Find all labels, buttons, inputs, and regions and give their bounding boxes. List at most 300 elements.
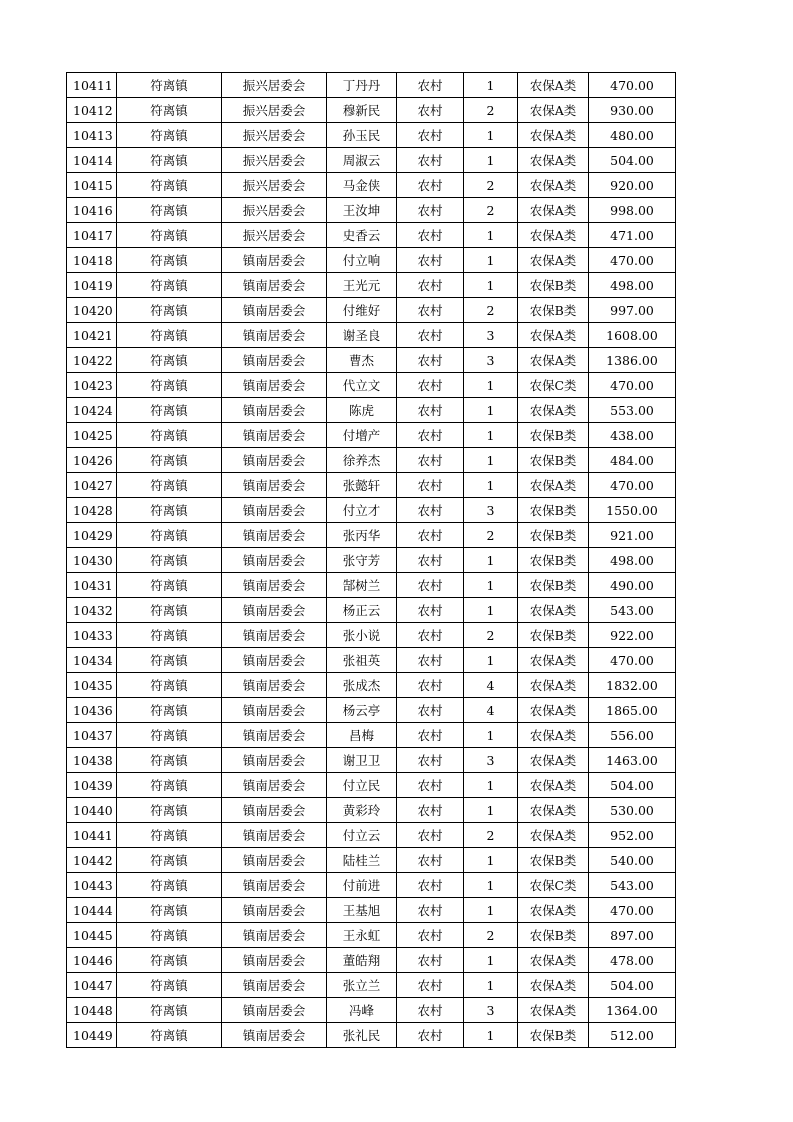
insurance-class-cell: 农保B类	[518, 1023, 589, 1048]
town-cell: 符离镇	[117, 548, 222, 573]
table-row	[67, 648, 676, 673]
insurance-class-cell: 农保B类	[518, 623, 589, 648]
insurance-class-cell: 农保A类	[518, 773, 589, 798]
table-row	[67, 373, 676, 398]
committee-cell: 镇南居委会	[222, 748, 327, 773]
table-row	[67, 698, 676, 723]
table-row	[67, 848, 676, 873]
household-count-cell: 3	[464, 998, 518, 1023]
row-id-cell: 10434	[67, 648, 117, 673]
amount-cell: 470.00	[589, 473, 676, 498]
name-cell: 昌梅	[327, 723, 397, 748]
household-count-cell: 1	[464, 848, 518, 873]
row-id-cell: 10448	[67, 998, 117, 1023]
insurance-class-cell: 农保B类	[518, 923, 589, 948]
town-cell: 符离镇	[117, 123, 222, 148]
amount-cell: 498.00	[589, 273, 676, 298]
area-type-cell: 农村	[397, 548, 464, 573]
amount-cell: 540.00	[589, 848, 676, 873]
area-type-cell: 农村	[397, 1023, 464, 1048]
town-cell: 符离镇	[117, 473, 222, 498]
area-type-cell: 农村	[397, 973, 464, 998]
amount-cell: 470.00	[589, 248, 676, 273]
household-count-cell: 3	[464, 323, 518, 348]
committee-cell: 镇南居委会	[222, 723, 327, 748]
committee-cell: 镇南居委会	[222, 398, 327, 423]
insurance-class-cell: 农保B类	[518, 423, 589, 448]
row-id-cell: 10439	[67, 773, 117, 798]
area-type-cell: 农村	[397, 648, 464, 673]
area-type-cell: 农村	[397, 498, 464, 523]
row-id-cell: 10433	[67, 623, 117, 648]
table-row	[67, 998, 676, 1023]
row-id-cell: 10444	[67, 898, 117, 923]
row-id-cell: 10443	[67, 873, 117, 898]
amount-cell: 470.00	[589, 373, 676, 398]
committee-cell: 镇南居委会	[222, 973, 327, 998]
amount-cell: 512.00	[589, 1023, 676, 1048]
name-cell: 张祖英	[327, 648, 397, 673]
household-count-cell: 1	[464, 548, 518, 573]
household-count-cell: 4	[464, 673, 518, 698]
name-cell: 杨云亭	[327, 698, 397, 723]
area-type-cell: 农村	[397, 998, 464, 1023]
committee-cell: 镇南居委会	[222, 623, 327, 648]
amount-cell: 504.00	[589, 973, 676, 998]
row-id-cell: 10414	[67, 148, 117, 173]
name-cell: 张小说	[327, 623, 397, 648]
table-row	[67, 798, 676, 823]
committee-cell: 镇南居委会	[222, 698, 327, 723]
table-row	[67, 498, 676, 523]
insurance-class-cell: 农保A类	[518, 123, 589, 148]
row-id-cell: 10420	[67, 298, 117, 323]
name-cell: 付立云	[327, 823, 397, 848]
area-type-cell: 农村	[397, 673, 464, 698]
name-cell: 黄彩玲	[327, 798, 397, 823]
table-row	[67, 773, 676, 798]
insurance-class-cell: 农保A类	[518, 748, 589, 773]
amount-cell: 1364.00	[589, 998, 676, 1023]
table-row	[67, 923, 676, 948]
committee-cell: 镇南居委会	[222, 673, 327, 698]
table-row	[67, 473, 676, 498]
table-row	[67, 673, 676, 698]
row-id-cell: 10411	[67, 73, 117, 98]
committee-cell: 镇南居委会	[222, 523, 327, 548]
amount-cell: 504.00	[589, 148, 676, 173]
amount-cell: 922.00	[589, 623, 676, 648]
area-type-cell: 农村	[397, 123, 464, 148]
amount-cell: 498.00	[589, 548, 676, 573]
household-count-cell: 1	[464, 598, 518, 623]
town-cell: 符离镇	[117, 73, 222, 98]
row-id-cell: 10442	[67, 848, 117, 873]
committee-cell: 镇南居委会	[222, 498, 327, 523]
amount-cell: 504.00	[589, 773, 676, 798]
amount-cell: 484.00	[589, 448, 676, 473]
name-cell: 周淑云	[327, 148, 397, 173]
town-cell: 符离镇	[117, 423, 222, 448]
table-row	[67, 348, 676, 373]
insurance-class-cell: 农保B类	[518, 498, 589, 523]
row-id-cell: 10446	[67, 948, 117, 973]
town-cell: 符离镇	[117, 848, 222, 873]
town-cell: 符离镇	[117, 598, 222, 623]
town-cell: 符离镇	[117, 173, 222, 198]
insurance-class-cell: 农保A类	[518, 398, 589, 423]
household-count-cell: 1	[464, 373, 518, 398]
household-count-cell: 1	[464, 573, 518, 598]
table-row	[67, 323, 676, 348]
area-type-cell: 农村	[397, 198, 464, 223]
committee-cell: 镇南居委会	[222, 548, 327, 573]
table-row	[67, 398, 676, 423]
name-cell: 付立民	[327, 773, 397, 798]
table-row	[67, 173, 676, 198]
area-type-cell: 农村	[397, 373, 464, 398]
name-cell: 付立才	[327, 498, 397, 523]
household-count-cell: 2	[464, 298, 518, 323]
row-id-cell: 10413	[67, 123, 117, 148]
name-cell: 董皓翔	[327, 948, 397, 973]
name-cell: 张礼民	[327, 1023, 397, 1048]
area-type-cell: 农村	[397, 948, 464, 973]
row-id-cell: 10416	[67, 198, 117, 223]
insurance-class-cell: 农保A类	[518, 973, 589, 998]
amount-cell: 997.00	[589, 298, 676, 323]
town-cell: 符离镇	[117, 198, 222, 223]
name-cell: 张守芳	[327, 548, 397, 573]
name-cell: 张丙华	[327, 523, 397, 548]
household-count-cell: 1	[464, 398, 518, 423]
amount-cell: 490.00	[589, 573, 676, 598]
amount-cell: 921.00	[589, 523, 676, 548]
amount-cell: 478.00	[589, 948, 676, 973]
committee-cell: 镇南居委会	[222, 323, 327, 348]
row-id-cell: 10421	[67, 323, 117, 348]
household-count-cell: 1	[464, 898, 518, 923]
name-cell: 王光元	[327, 273, 397, 298]
table-row	[67, 1023, 676, 1048]
town-cell: 符离镇	[117, 373, 222, 398]
area-type-cell: 农村	[397, 473, 464, 498]
name-cell: 代立文	[327, 373, 397, 398]
household-count-cell: 1	[464, 723, 518, 748]
committee-cell: 镇南居委会	[222, 648, 327, 673]
insurance-class-cell: 农保B类	[518, 448, 589, 473]
insurance-class-cell: 农保A类	[518, 798, 589, 823]
household-count-cell: 2	[464, 623, 518, 648]
table-body	[67, 73, 676, 1048]
area-type-cell: 农村	[397, 798, 464, 823]
household-count-cell: 3	[464, 498, 518, 523]
area-type-cell: 农村	[397, 98, 464, 123]
table-row	[67, 198, 676, 223]
insurance-class-cell: 农保A类	[518, 323, 589, 348]
household-count-cell: 3	[464, 348, 518, 373]
household-count-cell: 1	[464, 123, 518, 148]
row-id-cell: 10419	[67, 273, 117, 298]
area-type-cell: 农村	[397, 173, 464, 198]
area-type-cell: 农村	[397, 623, 464, 648]
table-row	[67, 98, 676, 123]
town-cell: 符离镇	[117, 273, 222, 298]
insurance-class-cell: 农保A类	[518, 198, 589, 223]
table-row	[67, 73, 676, 98]
name-cell: 谢圣良	[327, 323, 397, 348]
committee-cell: 镇南居委会	[222, 848, 327, 873]
area-type-cell: 农村	[397, 698, 464, 723]
area-type-cell: 农村	[397, 823, 464, 848]
town-cell: 符离镇	[117, 98, 222, 123]
row-id-cell: 10449	[67, 1023, 117, 1048]
row-id-cell: 10445	[67, 923, 117, 948]
insurance-class-cell: 农保A类	[518, 723, 589, 748]
amount-cell: 470.00	[589, 648, 676, 673]
insurance-class-cell: 农保C类	[518, 873, 589, 898]
area-type-cell: 农村	[397, 723, 464, 748]
area-type-cell: 农村	[397, 573, 464, 598]
town-cell: 符离镇	[117, 798, 222, 823]
area-type-cell: 农村	[397, 873, 464, 898]
name-cell: 付增产	[327, 423, 397, 448]
data-table	[66, 72, 676, 1048]
insurance-class-cell: 农保A类	[518, 898, 589, 923]
committee-cell: 振兴居委会	[222, 198, 327, 223]
household-count-cell: 1	[464, 973, 518, 998]
insurance-class-cell: 农保A类	[518, 73, 589, 98]
area-type-cell: 农村	[397, 398, 464, 423]
household-count-cell: 2	[464, 98, 518, 123]
town-cell: 符离镇	[117, 873, 222, 898]
name-cell: 张成杰	[327, 673, 397, 698]
household-count-cell: 1	[464, 73, 518, 98]
amount-cell: 530.00	[589, 798, 676, 823]
insurance-class-cell: 农保A类	[518, 823, 589, 848]
town-cell: 符离镇	[117, 323, 222, 348]
town-cell: 符离镇	[117, 998, 222, 1023]
row-id-cell: 10431	[67, 573, 117, 598]
committee-cell: 振兴居委会	[222, 73, 327, 98]
area-type-cell: 农村	[397, 348, 464, 373]
committee-cell: 振兴居委会	[222, 223, 327, 248]
household-count-cell: 2	[464, 923, 518, 948]
household-count-cell: 2	[464, 523, 518, 548]
household-count-cell: 1	[464, 798, 518, 823]
insurance-class-cell: 农保A类	[518, 148, 589, 173]
committee-cell: 镇南居委会	[222, 998, 327, 1023]
amount-cell: 998.00	[589, 198, 676, 223]
amount-cell: 1865.00	[589, 698, 676, 723]
household-count-cell: 4	[464, 698, 518, 723]
insurance-class-cell: 农保B类	[518, 298, 589, 323]
row-id-cell: 10424	[67, 398, 117, 423]
table-row	[67, 123, 676, 148]
name-cell: 王永虹	[327, 923, 397, 948]
town-cell: 符离镇	[117, 223, 222, 248]
area-type-cell: 农村	[397, 448, 464, 473]
amount-cell: 543.00	[589, 598, 676, 623]
insurance-class-cell: 农保B类	[518, 573, 589, 598]
name-cell: 付立响	[327, 248, 397, 273]
table-row	[67, 623, 676, 648]
town-cell: 符离镇	[117, 948, 222, 973]
town-cell: 符离镇	[117, 898, 222, 923]
area-type-cell: 农村	[397, 248, 464, 273]
area-type-cell: 农村	[397, 748, 464, 773]
row-id-cell: 10440	[67, 798, 117, 823]
committee-cell: 镇南居委会	[222, 573, 327, 598]
committee-cell: 镇南居委会	[222, 423, 327, 448]
insurance-class-cell: 农保B类	[518, 548, 589, 573]
insurance-class-cell: 农保A类	[518, 598, 589, 623]
town-cell: 符离镇	[117, 498, 222, 523]
row-id-cell: 10426	[67, 448, 117, 473]
household-count-cell: 1	[464, 873, 518, 898]
name-cell: 谢卫卫	[327, 748, 397, 773]
name-cell: 马金侠	[327, 173, 397, 198]
town-cell: 符离镇	[117, 348, 222, 373]
row-id-cell: 10430	[67, 548, 117, 573]
table-row	[67, 273, 676, 298]
area-type-cell: 农村	[397, 848, 464, 873]
table-row	[67, 423, 676, 448]
amount-cell: 1463.00	[589, 748, 676, 773]
area-type-cell: 农村	[397, 223, 464, 248]
row-id-cell: 10422	[67, 348, 117, 373]
committee-cell: 镇南居委会	[222, 948, 327, 973]
committee-cell: 镇南居委会	[222, 873, 327, 898]
table-row	[67, 548, 676, 573]
row-id-cell: 10423	[67, 373, 117, 398]
table-row	[67, 723, 676, 748]
committee-cell: 镇南居委会	[222, 273, 327, 298]
name-cell: 史香云	[327, 223, 397, 248]
table-row	[67, 823, 676, 848]
name-cell: 孙玉民	[327, 123, 397, 148]
committee-cell: 镇南居委会	[222, 348, 327, 373]
area-type-cell: 农村	[397, 523, 464, 548]
amount-cell: 1550.00	[589, 498, 676, 523]
name-cell: 冯峰	[327, 998, 397, 1023]
row-id-cell: 10435	[67, 673, 117, 698]
committee-cell: 振兴居委会	[222, 148, 327, 173]
household-count-cell: 1	[464, 223, 518, 248]
town-cell: 符离镇	[117, 398, 222, 423]
committee-cell: 镇南居委会	[222, 373, 327, 398]
insurance-class-cell: 农保A类	[518, 473, 589, 498]
row-id-cell: 10437	[67, 723, 117, 748]
row-id-cell: 10428	[67, 498, 117, 523]
household-count-cell: 3	[464, 748, 518, 773]
household-count-cell: 2	[464, 173, 518, 198]
name-cell: 王基旭	[327, 898, 397, 923]
town-cell: 符离镇	[117, 973, 222, 998]
amount-cell: 1832.00	[589, 673, 676, 698]
town-cell: 符离镇	[117, 723, 222, 748]
area-type-cell: 农村	[397, 598, 464, 623]
area-type-cell: 农村	[397, 298, 464, 323]
row-id-cell: 10418	[67, 248, 117, 273]
insurance-class-cell: 农保B类	[518, 273, 589, 298]
table-row	[67, 748, 676, 773]
household-count-cell: 2	[464, 198, 518, 223]
committee-cell: 镇南居委会	[222, 923, 327, 948]
amount-cell: 930.00	[589, 98, 676, 123]
insurance-class-cell: 农保A类	[518, 998, 589, 1023]
area-type-cell: 农村	[397, 323, 464, 348]
committee-cell: 镇南居委会	[222, 448, 327, 473]
row-id-cell: 10447	[67, 973, 117, 998]
committee-cell: 镇南居委会	[222, 473, 327, 498]
amount-cell: 920.00	[589, 173, 676, 198]
row-id-cell: 10441	[67, 823, 117, 848]
amount-cell: 470.00	[589, 898, 676, 923]
household-count-cell: 1	[464, 148, 518, 173]
town-cell: 符离镇	[117, 923, 222, 948]
household-count-cell: 1	[464, 248, 518, 273]
committee-cell: 振兴居委会	[222, 123, 327, 148]
town-cell: 符离镇	[117, 523, 222, 548]
town-cell: 符离镇	[117, 698, 222, 723]
committee-cell: 镇南居委会	[222, 1023, 327, 1048]
insurance-class-cell: 农保A类	[518, 223, 589, 248]
amount-cell: 470.00	[589, 73, 676, 98]
amount-cell: 897.00	[589, 923, 676, 948]
town-cell: 符离镇	[117, 148, 222, 173]
table-row	[67, 523, 676, 548]
amount-cell: 1608.00	[589, 323, 676, 348]
insurance-class-cell: 农保A类	[518, 648, 589, 673]
insurance-class-cell: 农保A类	[518, 948, 589, 973]
name-cell: 曹杰	[327, 348, 397, 373]
town-cell: 符离镇	[117, 623, 222, 648]
name-cell: 徐养杰	[327, 448, 397, 473]
area-type-cell: 农村	[397, 273, 464, 298]
amount-cell: 543.00	[589, 873, 676, 898]
household-count-cell: 1	[464, 1023, 518, 1048]
row-id-cell: 10438	[67, 748, 117, 773]
committee-cell: 镇南居委会	[222, 248, 327, 273]
row-id-cell: 10432	[67, 598, 117, 623]
insurance-class-cell: 农保B类	[518, 848, 589, 873]
name-cell: 张懿轩	[327, 473, 397, 498]
committee-cell: 镇南居委会	[222, 598, 327, 623]
household-count-cell: 1	[464, 648, 518, 673]
town-cell: 符离镇	[117, 248, 222, 273]
committee-cell: 镇南居委会	[222, 798, 327, 823]
table-row	[67, 223, 676, 248]
area-type-cell: 农村	[397, 148, 464, 173]
table-row	[67, 248, 676, 273]
area-type-cell: 农村	[397, 423, 464, 448]
name-cell: 杨正云	[327, 598, 397, 623]
amount-cell: 553.00	[589, 398, 676, 423]
name-cell: 丁丹丹	[327, 73, 397, 98]
household-count-cell: 1	[464, 273, 518, 298]
amount-cell: 471.00	[589, 223, 676, 248]
row-id-cell: 10412	[67, 98, 117, 123]
area-type-cell: 农村	[397, 73, 464, 98]
name-cell: 陆桂兰	[327, 848, 397, 873]
name-cell: 陈虎	[327, 398, 397, 423]
household-count-cell: 1	[464, 948, 518, 973]
insurance-class-cell: 农保A类	[518, 173, 589, 198]
amount-cell: 1386.00	[589, 348, 676, 373]
insurance-class-cell: 农保A类	[518, 698, 589, 723]
committee-cell: 镇南居委会	[222, 823, 327, 848]
